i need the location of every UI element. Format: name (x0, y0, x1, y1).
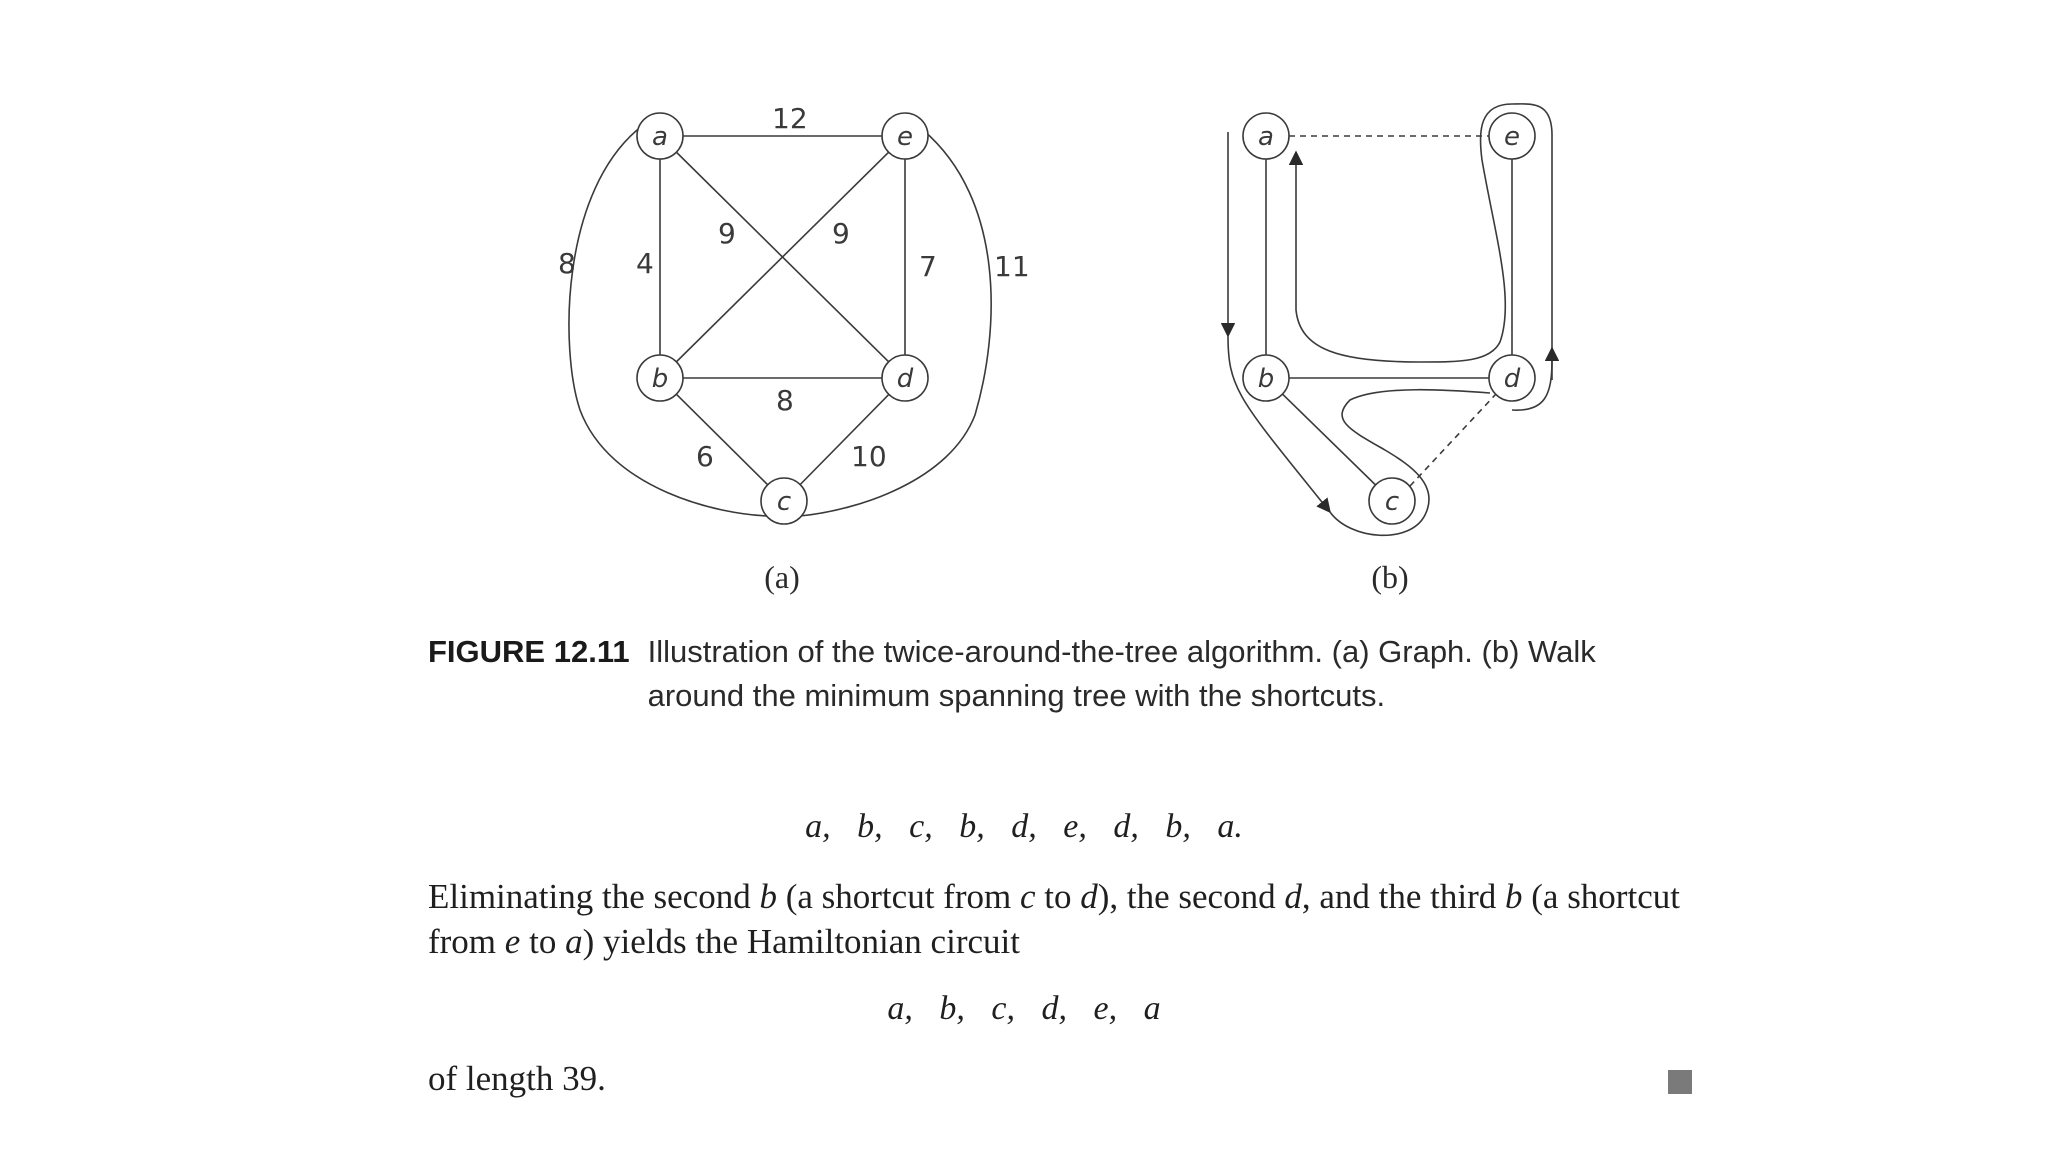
body-paragraph (428, 874, 1698, 964)
tree-edge-b-c (1266, 378, 1392, 501)
para-text: (a shortcut from (428, 877, 1680, 961)
weight-a-d: 9 (718, 217, 736, 250)
sublabel-b: (b) (1371, 559, 1409, 595)
svg-text:b: b (1257, 364, 1275, 394)
edge-e-c-outer (800, 130, 991, 516)
svg-text:e: e (897, 122, 913, 152)
weight-a-b-outer: 8 (558, 247, 576, 280)
para-var: e (504, 922, 521, 961)
svg-text:c: c (776, 487, 792, 517)
para-text: (a shortcut from (776, 877, 1020, 916)
para-var: d (1284, 877, 1302, 916)
node-c (761, 478, 807, 524)
para-var: c (1019, 877, 1036, 916)
weight-b-c: 6 (696, 440, 714, 473)
circuit-sequence: a, b, c, d, e, a (887, 990, 1161, 1027)
svg-text:d: d (1503, 364, 1521, 394)
graph-a (569, 126, 991, 516)
para-var: a (565, 922, 583, 961)
edge-b-c (660, 378, 784, 501)
figure-caption-text: Illustration of the twice-around-the-tree algorithm. (a) Graph. (b) Walk around the minimum spanning tree with the shortcuts. (647, 634, 1596, 713)
edge-d-c (784, 378, 905, 501)
weight-e-c-outer: 11 (994, 250, 1030, 283)
graph-a-weights (558, 102, 1030, 473)
walk-sequence: a, b, c, b, d, e, d, b, a. (805, 808, 1243, 845)
node-e (882, 113, 928, 159)
figure-caption (428, 630, 1688, 718)
end-of-proof-square (1668, 1070, 1692, 1094)
graph-b (1228, 104, 1552, 535)
svg-text:a: a (1258, 122, 1274, 152)
node-b-b (1243, 355, 1289, 401)
svg-text:a: a (652, 122, 668, 152)
weight-a-b: 4 (636, 247, 654, 280)
node-b (637, 355, 683, 401)
para-var: d (1080, 877, 1098, 916)
para-text: ) yields the Hamiltonian circuit (582, 922, 1020, 961)
figure-number: FIGURE 12.11 (428, 634, 630, 669)
weight-a-e: 12 (772, 102, 808, 135)
shortcut-c-d (1410, 394, 1496, 486)
para-text: to (520, 922, 566, 961)
node-b-c (1369, 478, 1415, 524)
node-a (637, 113, 683, 159)
node-b-e (1489, 113, 1535, 159)
para-text: to (1035, 877, 1081, 916)
para-var: b (1505, 877, 1523, 916)
node-b-a (1243, 113, 1289, 159)
closing-text: of length 39. (428, 1059, 606, 1098)
svg-text:c: c (1384, 487, 1400, 517)
svg-text:b: b (651, 364, 669, 394)
weight-b-d: 8 (776, 384, 794, 417)
para-text: ), the second (1097, 877, 1285, 916)
svg-text:e: e (1504, 122, 1520, 152)
node-d (882, 355, 928, 401)
weight-d-c: 10 (851, 440, 887, 473)
graph-b-nodes (1243, 113, 1535, 524)
weight-e-d: 7 (919, 250, 937, 283)
weight-b-e: 9 (832, 217, 850, 250)
para-var: b (759, 877, 777, 916)
node-b-d (1489, 355, 1535, 401)
svg-text:d: d (896, 364, 914, 394)
para-text: , and the third (1301, 877, 1505, 916)
sublabel-a: (a) (764, 559, 800, 595)
para-text: Eliminating the second (428, 877, 760, 916)
